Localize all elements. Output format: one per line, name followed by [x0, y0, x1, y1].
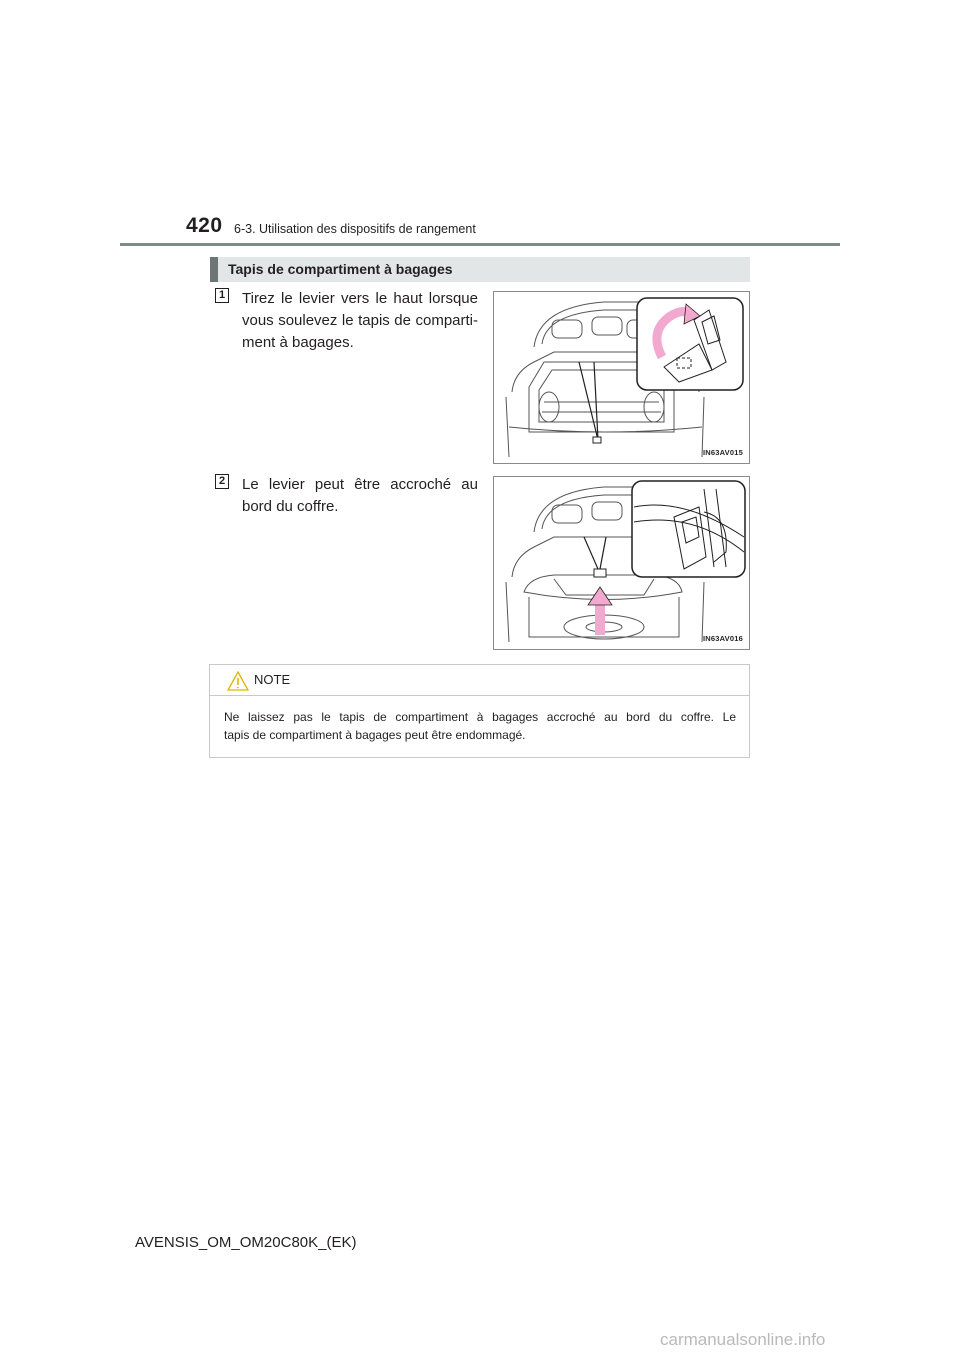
zoom-inset-2: [632, 481, 745, 577]
note-line: tapis de compartiment à bagages peut être endommagé.: [224, 728, 526, 742]
step-1-line: Tirez le levier vers le haut lorsque: [242, 290, 478, 307]
page-number: 420: [186, 214, 223, 237]
note-box: [209, 664, 750, 758]
step-1-text: [242, 288, 478, 354]
warning-triangle-icon: [227, 671, 249, 691]
step-1-line: vous soulevez le tapis de comparti-: [242, 312, 478, 329]
step-1-number: 1: [215, 288, 229, 303]
footer-code: AVENSIS_OM_OM20C80K_(EK): [135, 1234, 357, 1251]
watermark: carmanualsonline.info: [660, 1330, 826, 1349]
step-1-line: ment à bagages.: [242, 334, 354, 351]
chapter-title: 6-3. Utilisation des dispositifs de rangement: [234, 222, 476, 236]
figure-lever-hooked: [493, 476, 750, 650]
note-line: Ne laissez pas le tapis de compartiment à bagages accroché au bord du coffre. Le: [224, 710, 736, 724]
step-2-line: Le levier peut être accroché au: [242, 476, 478, 493]
section-header-bar: [210, 257, 218, 282]
figure-lever-lift: [493, 291, 750, 464]
figure-2-code: IN63AV016: [702, 634, 743, 643]
section-header: [210, 257, 750, 282]
section-title: Tapis de compartiment à bagages: [228, 261, 453, 277]
note-header: [210, 665, 749, 696]
trunk-hooked-illustration: [494, 477, 749, 649]
step-2-text: [242, 474, 478, 518]
header-rule: [120, 243, 840, 246]
note-body: [224, 708, 736, 744]
note-label: NOTE: [254, 672, 291, 687]
step-2-line: bord du coffre.: [242, 498, 339, 515]
trunk-lever-illustration: [494, 292, 749, 463]
step-2-number: 2: [215, 474, 229, 489]
figure-1-code: IN63AV015: [702, 448, 743, 457]
